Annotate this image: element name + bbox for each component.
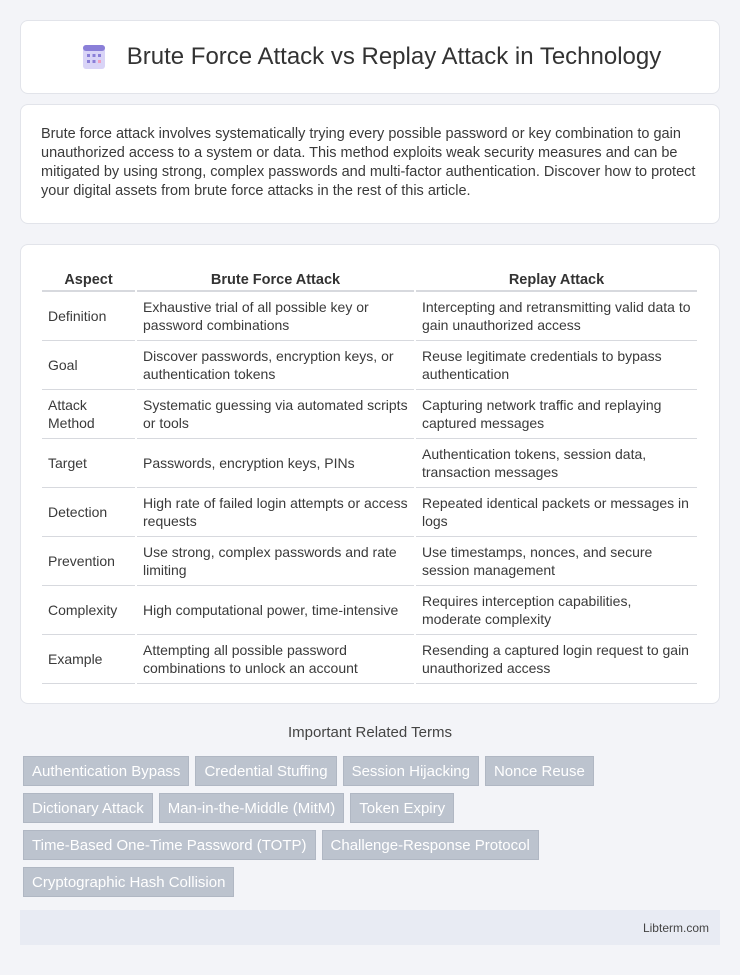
row-aspect: Goal bbox=[42, 341, 135, 390]
intro-card bbox=[20, 104, 720, 224]
table-row bbox=[42, 635, 697, 684]
replay-cell: Intercepting and retransmitting valid data to gain unauthorized access bbox=[416, 292, 697, 341]
replay-cell: Reuse legitimate credentials to bypass authentication bbox=[416, 341, 697, 390]
tag-challenge-response-protocol[interactable]: Challenge-Response Protocol bbox=[322, 830, 539, 860]
row-aspect: Target bbox=[42, 439, 135, 488]
table-row bbox=[42, 292, 697, 341]
tag-authentication-bypass[interactable]: Authentication Bypass bbox=[23, 756, 189, 786]
table-row bbox=[42, 439, 697, 488]
tag-totp[interactable]: Time-Based One-Time Password (TOTP) bbox=[23, 830, 316, 860]
brute-force-cell: Discover passwords, encryption keys, or authentication tokens bbox=[137, 341, 414, 390]
table-row bbox=[42, 341, 697, 390]
column-header-replay: Replay Attack bbox=[416, 265, 697, 292]
table-row bbox=[42, 586, 697, 635]
brute-force-cell: Exhaustive trial of all possible key or password combinations bbox=[137, 292, 414, 341]
row-aspect: Complexity bbox=[42, 586, 135, 635]
row-aspect: Attack Method bbox=[42, 390, 135, 439]
tag-nonce-reuse[interactable]: Nonce Reuse bbox=[485, 756, 594, 786]
brute-force-cell: High computational power, time-intensive bbox=[137, 586, 414, 635]
brute-force-cell: Passwords, encryption keys, PINs bbox=[137, 439, 414, 488]
tag-cryptographic-hash-collision[interactable]: Cryptographic Hash Collision bbox=[23, 867, 234, 897]
tag-man-in-the-middle[interactable]: Man-in-the-Middle (MitM) bbox=[159, 793, 345, 823]
page-title: Brute Force Attack vs Replay Attack in Technology bbox=[126, 43, 662, 70]
brute-force-cell: Attempting all possible password combinations to unlock an account bbox=[137, 635, 414, 684]
footer bbox=[20, 910, 720, 945]
table-row bbox=[42, 537, 697, 586]
table-row bbox=[42, 390, 697, 439]
replay-cell: Resending a captured login request to gain unauthorized access bbox=[416, 635, 697, 684]
column-header-brute-force: Brute Force Attack bbox=[137, 265, 414, 292]
related-terms-section bbox=[20, 722, 720, 897]
replay-cell: Requires interception capabilities, moderate complexity bbox=[416, 586, 697, 635]
replay-cell: Use timestamps, nonces, and secure session management bbox=[416, 537, 697, 586]
related-terms-title: Important Related Terms bbox=[288, 724, 452, 741]
tag-session-hijacking[interactable]: Session Hijacking bbox=[343, 756, 479, 786]
header bbox=[79, 42, 662, 72]
row-aspect: Definition bbox=[42, 292, 135, 341]
footer-site-link[interactable]: Libterm.com bbox=[642, 920, 709, 935]
brute-force-cell: Systematic guessing via automated scripts or tools bbox=[137, 390, 414, 439]
comparison-table-card bbox=[20, 244, 720, 704]
tag-token-expiry[interactable]: Token Expiry bbox=[350, 793, 454, 823]
replay-cell: Capturing network traffic and replaying captured messages bbox=[416, 390, 697, 439]
row-aspect: Example bbox=[42, 635, 135, 684]
related-terms-tags bbox=[20, 756, 640, 897]
tag-credential-stuffing[interactable]: Credential Stuffing bbox=[195, 756, 336, 786]
comparison-table bbox=[40, 265, 699, 684]
row-aspect: Detection bbox=[42, 488, 135, 537]
table-row bbox=[42, 488, 697, 537]
replay-cell: Authentication tokens, session data, transaction messages bbox=[416, 439, 697, 488]
brute-force-cell: Use strong, complex passwords and rate limiting bbox=[137, 537, 414, 586]
document-icon bbox=[79, 42, 109, 72]
tag-dictionary-attack[interactable]: Dictionary Attack bbox=[23, 793, 153, 823]
intro-text: Brute force attack involves systematically trying every possible password or key combination to gain unauthorized access to a system or data. This method exploits weak security measures and can be mitigated by using strong, complex passwords and multi-factor authentication. Discover how to protect your digital assets from brute force attacks in the rest of this article. bbox=[41, 126, 696, 199]
brute-force-cell: High rate of failed login attempts or access requests bbox=[137, 488, 414, 537]
row-aspect: Prevention bbox=[42, 537, 135, 586]
header-card bbox=[20, 20, 720, 94]
replay-cell: Repeated identical packets or messages in logs bbox=[416, 488, 697, 537]
column-header-aspect: Aspect bbox=[42, 265, 135, 292]
table-header-row bbox=[42, 265, 697, 292]
